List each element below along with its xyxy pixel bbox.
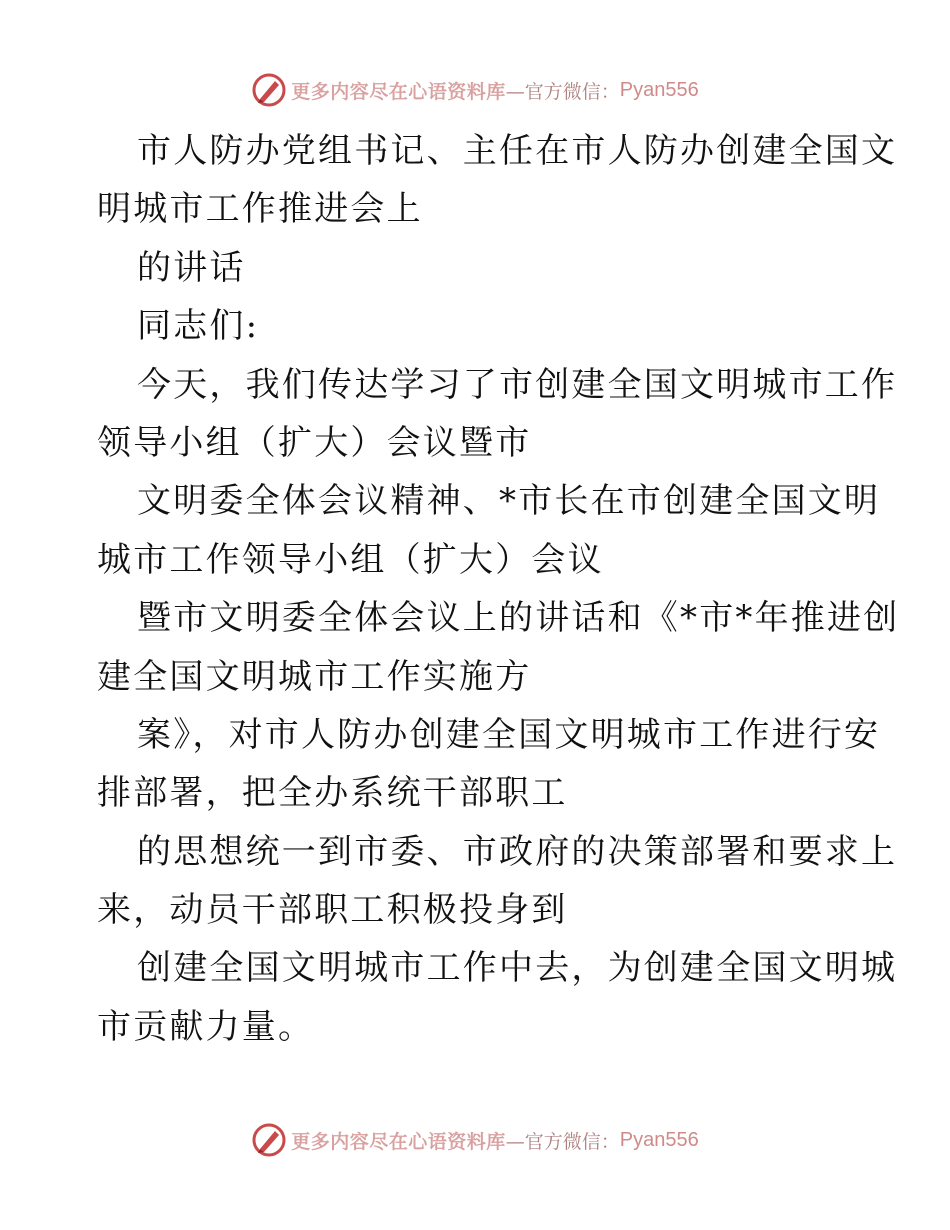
text-line: 市人防办党组书记、主任在市人防办创建全国文 bbox=[137, 131, 898, 171]
watermark-text: 更多内容尽在心语资料库 bbox=[291, 1130, 506, 1153]
text-line: 城市工作领导小组（扩大）会议 bbox=[97, 539, 604, 580]
text-line: 今天，我们传达学习了市创建全国文明城市工作 bbox=[137, 364, 898, 405]
watermark-wechat-id: Pyan556 bbox=[619, 78, 699, 101]
text-line: 建全国文明城市工作实施方 bbox=[97, 656, 532, 697]
pen-logo-icon bbox=[251, 1122, 287, 1158]
text-line: 文明委全体会议精神、*市长在市创建全国文明 bbox=[137, 481, 881, 522]
watermark-wechat-id: Pyan556 bbox=[619, 1128, 699, 1151]
pen-logo-icon bbox=[251, 72, 287, 108]
footer-watermark bbox=[0, 1118, 950, 1162]
document-body bbox=[97, 122, 900, 1056]
header-watermark bbox=[0, 68, 950, 112]
text-line: 的讲话 bbox=[137, 247, 246, 288]
text-line: 案》，对市人防办创建全国文明城市工作进行安 bbox=[137, 714, 881, 755]
text-line: 同志们: bbox=[137, 306, 260, 347]
watermark-subtext: —官方微信： bbox=[505, 1130, 620, 1153]
watermark-text: 更多内容尽在心语资料库 bbox=[291, 80, 506, 103]
text-line: 排部署，把全办系统干部职工 bbox=[97, 773, 568, 814]
text-line: 的思想统一到市委、市政府的决策部署和要求上 bbox=[137, 831, 898, 872]
text-line: 来，动员干部职工积极投身到 bbox=[97, 890, 568, 931]
text-line: 明城市工作推进会上 bbox=[97, 189, 423, 230]
text-line: 领导小组（扩大）会议暨市 bbox=[97, 422, 532, 463]
watermark-subtext: —官方微信： bbox=[505, 80, 620, 103]
text-line: 暨市文明委全体会议上的讲话和《*市*年推进创 bbox=[137, 598, 900, 639]
text-line: 市贡献力量。 bbox=[97, 1006, 315, 1047]
text-line: 创建全国文明城市工作中去，为创建全国文明城 bbox=[137, 948, 898, 989]
